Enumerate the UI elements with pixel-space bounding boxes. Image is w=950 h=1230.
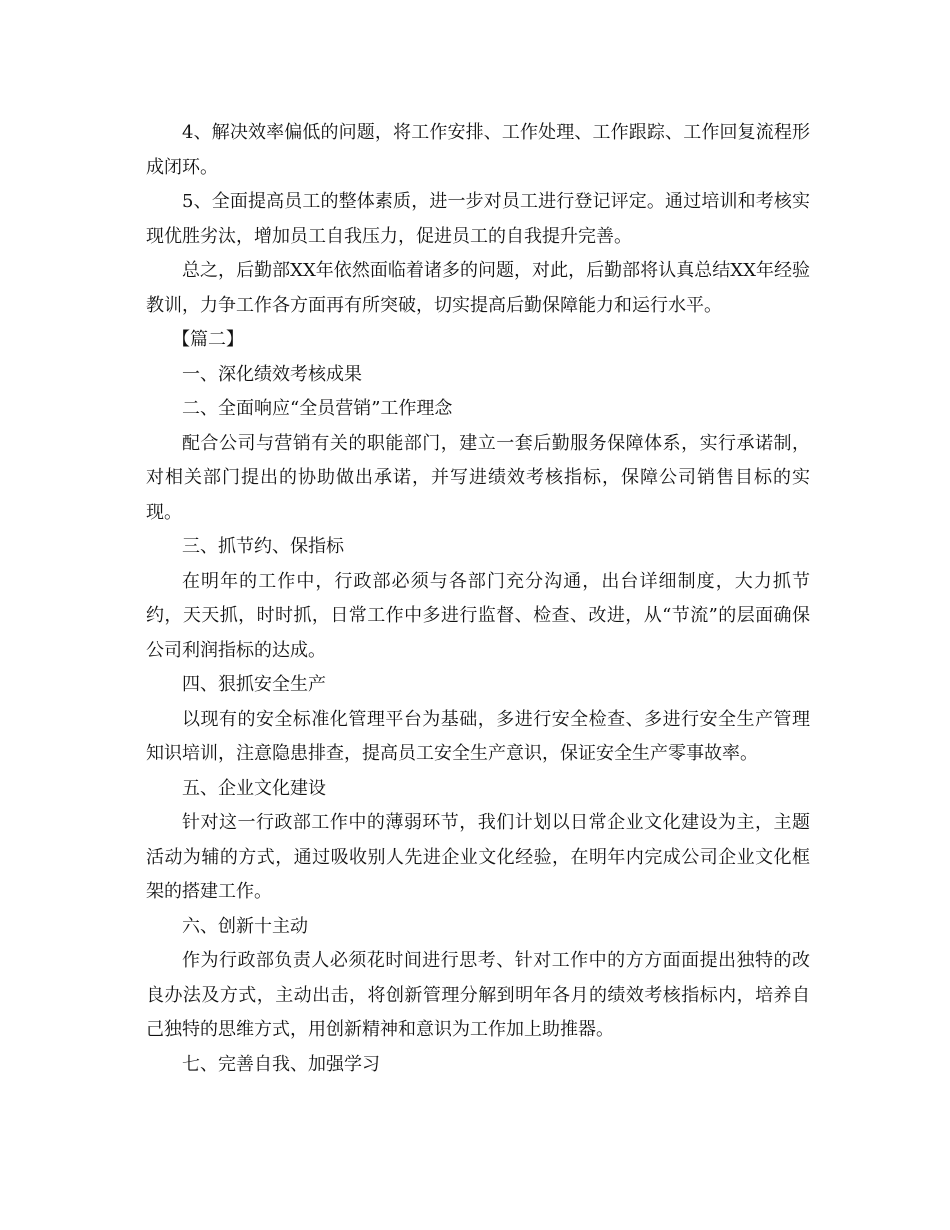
paragraph-safety: 以现有的安全标准化管理平台为基础，多进行安全检查、多进行安全生产管理知识培训，注意隐患排查，提高员工安全生产意识，保证安全生产零事故率。 <box>146 708 810 764</box>
heading-four: 四、狠抓安全生产 <box>182 674 326 695</box>
heading-six: 六、创新十主动 <box>182 915 308 937</box>
paragraph-summary: 总之，后勤部XX年依然面临着诸多的问题，对此，后勤部将认真总结XX年经验教训，力争工作各方面再有所突破，切实提高后勤保障能力和运行水平。 <box>146 260 810 316</box>
heading-three: 三、抓节约、保指标 <box>182 536 344 557</box>
paragraph-savings: 在明年的工作中，行政部必须与各部门充分沟通，出台详细制度，大力抓节约，天天抓，时时抓，日常工作中多进行监督、检查、改进，从“节流”的层面确保公司利润指标的达成。 <box>146 570 810 661</box>
paragraph-marketing: 配合公司与营销有关的职能部门，建立一套后勤服务保障体系，实行承诺制，对相关部门提出的协助做出承诺，并写进绩效考核指标，保障公司销售目标的实现。 <box>146 432 810 523</box>
paragraph-item-4: 4、解决效率偏低的问题，将工作安排、工作处理、工作跟踪、工作回复流程形成闭环。 <box>146 122 810 178</box>
section-heading-part-two: 【篇二】 <box>172 329 244 350</box>
heading-seven: 七、完善自我、加强学习 <box>182 1053 380 1075</box>
paragraph-culture: 针对这一行政部工作中的薄弱环节，我们计划以日常企业文化建设为主，主题活动为辅的方式，通过吸收别人先进企业文化经验，在明年内完成公司企业文化框架的搭建工作。 <box>146 812 810 902</box>
paragraph-innovation: 作为行政部负责人必须花时间进行思考、针对工作中的方方面面提出独特的改良办法及方式，主动出击，将创新管理分解到明年各月的绩效考核指标内，培养自己独特的思维方式，用创新精神和意识为工作加上助推器。 <box>146 950 810 1040</box>
document-body <box>146 116 810 1082</box>
heading-two: 二、全面响应“全员营销”工作理念 <box>182 398 453 419</box>
paragraph-item-5: 5、全面提高员工的整体素质，进一步对员工进行登记评定。通过培训和考核实现优胜劣汰，增加员工自我压力，促进员工的自我提升完善。 <box>146 191 810 247</box>
heading-one: 一、深化绩效考核成果 <box>182 363 362 385</box>
heading-five: 五、企业文化建设 <box>182 777 326 799</box>
